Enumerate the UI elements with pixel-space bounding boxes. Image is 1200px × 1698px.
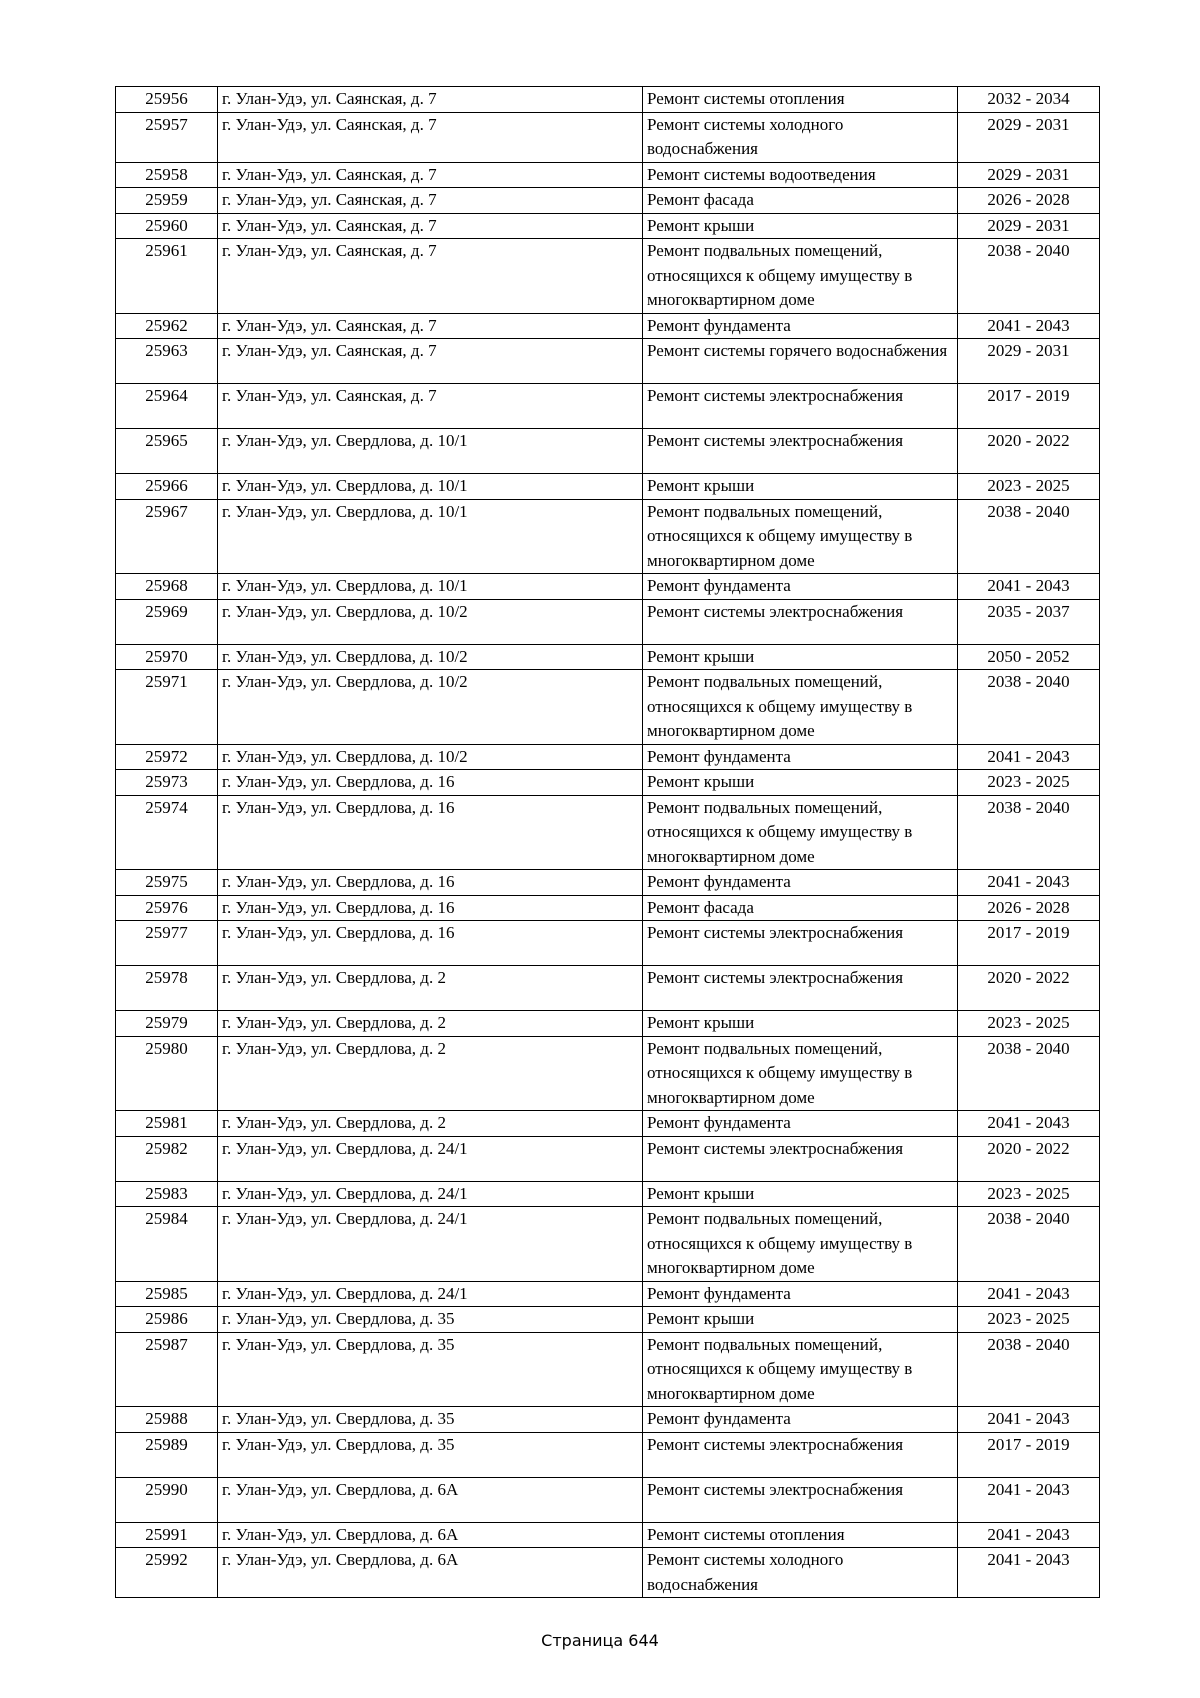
row-number: 25983 [116, 1181, 218, 1207]
row-number: 25972 [116, 744, 218, 770]
row-period: 2038 - 2040 [958, 1207, 1100, 1282]
row-number: 25969 [116, 599, 218, 644]
row-period: 2038 - 2040 [958, 499, 1100, 574]
table-row [116, 870, 1100, 896]
row-work-type: Ремонт системы холодного водоснабжения [643, 1548, 958, 1598]
row-work-type: Ремонт фасада [643, 188, 958, 214]
table-row [116, 1432, 1100, 1477]
table-row [116, 1011, 1100, 1037]
row-period: 2041 - 2043 [958, 313, 1100, 339]
row-period: 2029 - 2031 [958, 339, 1100, 384]
row-address: г. Улан-Удэ, ул. Свердлова, д. 6А [218, 1548, 643, 1598]
row-period: 2050 - 2052 [958, 644, 1100, 670]
row-number: 25957 [116, 112, 218, 162]
row-period: 2029 - 2031 [958, 162, 1100, 188]
table-row [116, 744, 1100, 770]
table-row [116, 339, 1100, 384]
row-work-type: Ремонт крыши [643, 213, 958, 239]
row-number: 25981 [116, 1111, 218, 1137]
row-address: г. Улан-Удэ, ул. Саянская, д. 7 [218, 213, 643, 239]
row-address: г. Улан-Удэ, ул. Саянская, д. 7 [218, 112, 643, 162]
row-address: г. Улан-Удэ, ул. Свердлова, д. 16 [218, 795, 643, 870]
row-address: г. Улан-Удэ, ул. Свердлова, д. 35 [218, 1332, 643, 1407]
row-address: г. Улан-Удэ, ул. Свердлова, д. 16 [218, 770, 643, 796]
row-period: 2017 - 2019 [958, 1432, 1100, 1477]
row-work-type: Ремонт фасада [643, 895, 958, 921]
row-work-type: Ремонт системы электроснабжения [643, 1477, 958, 1522]
row-period: 2017 - 2019 [958, 384, 1100, 429]
row-work-type: Ремонт фундамента [643, 870, 958, 896]
row-period: 2023 - 2025 [958, 474, 1100, 500]
row-number: 25974 [116, 795, 218, 870]
table-row [116, 1548, 1100, 1598]
row-period: 2038 - 2040 [958, 1036, 1100, 1111]
table-row [116, 1136, 1100, 1181]
row-number: 25961 [116, 239, 218, 314]
table-row [116, 921, 1100, 966]
row-number: 25973 [116, 770, 218, 796]
row-number: 25967 [116, 499, 218, 574]
table-row [116, 1207, 1100, 1282]
row-work-type: Ремонт фундамента [643, 744, 958, 770]
table-row [116, 429, 1100, 474]
table-row [116, 599, 1100, 644]
row-work-type: Ремонт системы электроснабжения [643, 1432, 958, 1477]
row-work-type: Ремонт подвальных помещений, относящихся к общему имуществу в многоквартирном доме [643, 1207, 958, 1282]
row-address: г. Улан-Удэ, ул. Свердлова, д. 24/1 [218, 1136, 643, 1181]
row-work-type: Ремонт подвальных помещений, относящихся к общему имуществу в многоквартирном доме [643, 499, 958, 574]
row-period: 2023 - 2025 [958, 1307, 1100, 1333]
row-period: 2020 - 2022 [958, 966, 1100, 1011]
table-row [116, 795, 1100, 870]
row-number: 25965 [116, 429, 218, 474]
row-period: 2026 - 2028 [958, 895, 1100, 921]
row-period: 2038 - 2040 [958, 795, 1100, 870]
row-work-type: Ремонт системы отопления [643, 87, 958, 113]
row-number: 25960 [116, 213, 218, 239]
row-address: г. Улан-Удэ, ул. Свердлова, д. 35 [218, 1432, 643, 1477]
table-row [116, 499, 1100, 574]
row-work-type: Ремонт фундамента [643, 574, 958, 600]
row-period: 2041 - 2043 [958, 1522, 1100, 1548]
row-work-type: Ремонт системы электроснабжения [643, 1136, 958, 1181]
row-number: 25985 [116, 1281, 218, 1307]
table-body [116, 87, 1100, 1598]
row-work-type: Ремонт системы электроснабжения [643, 384, 958, 429]
table-row [116, 895, 1100, 921]
table-row [116, 670, 1100, 745]
table-row [116, 574, 1100, 600]
row-period: 2029 - 2031 [958, 112, 1100, 162]
row-number: 25966 [116, 474, 218, 500]
row-address: г. Улан-Удэ, ул. Саянская, д. 7 [218, 239, 643, 314]
row-address: г. Улан-Удэ, ул. Свердлова, д. 35 [218, 1407, 643, 1433]
row-address: г. Улан-Удэ, ул. Саянская, д. 7 [218, 87, 643, 113]
row-number: 25956 [116, 87, 218, 113]
row-number: 25986 [116, 1307, 218, 1333]
row-address: г. Улан-Удэ, ул. Свердлова, д. 2 [218, 966, 643, 1011]
row-work-type: Ремонт подвальных помещений, относящихся к общему имуществу в многоквартирном доме [643, 795, 958, 870]
table-row [116, 770, 1100, 796]
table-row [116, 966, 1100, 1011]
row-period: 2017 - 2019 [958, 921, 1100, 966]
table-row [116, 384, 1100, 429]
table-row [116, 239, 1100, 314]
table-row [116, 112, 1100, 162]
row-period: 2023 - 2025 [958, 1011, 1100, 1037]
table-row [116, 1036, 1100, 1111]
row-address: г. Улан-Удэ, ул. Свердлова, д. 6А [218, 1477, 643, 1522]
row-work-type: Ремонт подвальных помещений, относящихся к общему имуществу в многоквартирном доме [643, 1036, 958, 1111]
table-row [116, 1111, 1100, 1137]
row-work-type: Ремонт крыши [643, 474, 958, 500]
table-row [116, 313, 1100, 339]
row-address: г. Улан-Удэ, ул. Саянская, д. 7 [218, 188, 643, 214]
row-address: г. Улан-Удэ, ул. Свердлова, д. 10/1 [218, 429, 643, 474]
row-address: г. Улан-Удэ, ул. Свердлова, д. 16 [218, 870, 643, 896]
row-address: г. Улан-Удэ, ул. Свердлова, д. 10/1 [218, 474, 643, 500]
row-work-type: Ремонт крыши [643, 644, 958, 670]
row-period: 2020 - 2022 [958, 429, 1100, 474]
table-row [116, 1477, 1100, 1522]
row-period: 2026 - 2028 [958, 188, 1100, 214]
row-address: г. Улан-Удэ, ул. Свердлова, д. 24/1 [218, 1207, 643, 1282]
row-number: 25962 [116, 313, 218, 339]
row-period: 2041 - 2043 [958, 1548, 1100, 1598]
row-work-type: Ремонт системы электроснабжения [643, 599, 958, 644]
row-work-type: Ремонт системы отопления [643, 1522, 958, 1548]
row-period: 2035 - 2037 [958, 599, 1100, 644]
row-period: 2041 - 2043 [958, 744, 1100, 770]
row-address: г. Улан-Удэ, ул. Саянская, д. 7 [218, 384, 643, 429]
row-period: 2032 - 2034 [958, 87, 1100, 113]
row-number: 25975 [116, 870, 218, 896]
row-period: 2029 - 2031 [958, 213, 1100, 239]
table-row [116, 474, 1100, 500]
row-period: 2041 - 2043 [958, 574, 1100, 600]
row-work-type: Ремонт системы горячего водоснабжения [643, 339, 958, 384]
row-period: 2041 - 2043 [958, 1281, 1100, 1307]
row-address: г. Улан-Удэ, ул. Саянская, д. 7 [218, 339, 643, 384]
page-number: Страница 644 [541, 1631, 659, 1650]
row-period: 2041 - 2043 [958, 1407, 1100, 1433]
row-number: 25971 [116, 670, 218, 745]
row-number: 25984 [116, 1207, 218, 1282]
row-period: 2038 - 2040 [958, 670, 1100, 745]
row-number: 25987 [116, 1332, 218, 1407]
row-period: 2041 - 2043 [958, 1111, 1100, 1137]
row-period: 2038 - 2040 [958, 1332, 1100, 1407]
row-number: 25989 [116, 1432, 218, 1477]
row-work-type: Ремонт крыши [643, 1181, 958, 1207]
row-address: г. Улан-Удэ, ул. Свердлова, д. 16 [218, 921, 643, 966]
row-address: г. Улан-Удэ, ул. Свердлова, д. 35 [218, 1307, 643, 1333]
row-period: 2020 - 2022 [958, 1136, 1100, 1181]
row-address: г. Улан-Удэ, ул. Свердлова, д. 16 [218, 895, 643, 921]
row-work-type: Ремонт фундамента [643, 313, 958, 339]
row-address: г. Улан-Удэ, ул. Саянская, д. 7 [218, 162, 643, 188]
row-address: г. Улан-Удэ, ул. Свердлова, д. 10/2 [218, 744, 643, 770]
row-number: 25990 [116, 1477, 218, 1522]
row-number: 25963 [116, 339, 218, 384]
table-row [116, 162, 1100, 188]
row-address: г. Улан-Удэ, ул. Свердлова, д. 10/2 [218, 599, 643, 644]
row-address: г. Улан-Удэ, ул. Саянская, д. 7 [218, 313, 643, 339]
row-number: 25958 [116, 162, 218, 188]
table-row [116, 1181, 1100, 1207]
table-row [116, 1407, 1100, 1433]
table-row [116, 1522, 1100, 1548]
row-number: 25964 [116, 384, 218, 429]
row-number: 25970 [116, 644, 218, 670]
row-address: г. Улан-Удэ, ул. Свердлова, д. 10/2 [218, 644, 643, 670]
row-period: 2041 - 2043 [958, 1477, 1100, 1522]
row-number: 25992 [116, 1548, 218, 1598]
repair-schedule-table [115, 86, 1100, 1598]
row-work-type: Ремонт подвальных помещений, относящихся к общему имуществу в многоквартирном доме [643, 1332, 958, 1407]
row-address: г. Улан-Удэ, ул. Свердлова, д. 24/1 [218, 1281, 643, 1307]
row-work-type: Ремонт крыши [643, 1307, 958, 1333]
table-row [116, 188, 1100, 214]
row-address: г. Улан-Удэ, ул. Свердлова, д. 10/1 [218, 499, 643, 574]
row-work-type: Ремонт фундамента [643, 1281, 958, 1307]
row-number: 25991 [116, 1522, 218, 1548]
row-work-type: Ремонт системы электроснабжения [643, 429, 958, 474]
row-period: 2023 - 2025 [958, 1181, 1100, 1207]
row-number: 25982 [116, 1136, 218, 1181]
row-work-type: Ремонт системы водоотведения [643, 162, 958, 188]
row-work-type: Ремонт фундамента [643, 1407, 958, 1433]
row-number: 25959 [116, 188, 218, 214]
row-work-type: Ремонт подвальных помещений, относящихся к общему имуществу в многоквартирном доме [643, 670, 958, 745]
row-work-type: Ремонт крыши [643, 770, 958, 796]
row-number: 25968 [116, 574, 218, 600]
row-work-type: Ремонт системы холодного водоснабжения [643, 112, 958, 162]
table-row [116, 644, 1100, 670]
row-number: 25979 [116, 1011, 218, 1037]
table-row [116, 87, 1100, 113]
row-work-type: Ремонт подвальных помещений, относящихся к общему имуществу в многоквартирном доме [643, 239, 958, 314]
row-number: 25976 [116, 895, 218, 921]
row-number: 25977 [116, 921, 218, 966]
table-row [116, 1307, 1100, 1333]
row-address: г. Улан-Удэ, ул. Свердлова, д. 2 [218, 1011, 643, 1037]
row-period: 2038 - 2040 [958, 239, 1100, 314]
row-period: 2041 - 2043 [958, 870, 1100, 896]
row-number: 25978 [116, 966, 218, 1011]
row-work-type: Ремонт системы электроснабжения [643, 966, 958, 1011]
row-address: г. Улан-Удэ, ул. Свердлова, д. 2 [218, 1111, 643, 1137]
row-work-type: Ремонт фундамента [643, 1111, 958, 1137]
table-row [116, 1281, 1100, 1307]
row-address: г. Улан-Удэ, ул. Свердлова, д. 10/2 [218, 670, 643, 745]
row-period: 2023 - 2025 [958, 770, 1100, 796]
row-address: г. Улан-Удэ, ул. Свердлова, д. 2 [218, 1036, 643, 1111]
table-row [116, 1332, 1100, 1407]
row-address: г. Улан-Удэ, ул. Свердлова, д. 10/1 [218, 574, 643, 600]
row-number: 25988 [116, 1407, 218, 1433]
row-work-type: Ремонт системы электроснабжения [643, 921, 958, 966]
row-address: г. Улан-Удэ, ул. Свердлова, д. 6А [218, 1522, 643, 1548]
row-address: г. Улан-Удэ, ул. Свердлова, д. 24/1 [218, 1181, 643, 1207]
table-row [116, 213, 1100, 239]
row-work-type: Ремонт крыши [643, 1011, 958, 1037]
row-number: 25980 [116, 1036, 218, 1111]
